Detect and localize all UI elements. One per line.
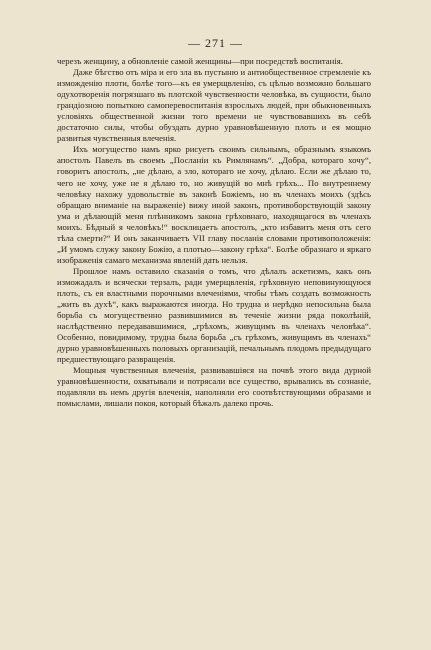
page-number: — 271 — <box>188 36 243 50</box>
paragraph-apostle-paul: Ихъ могущество намъ ярко рисуетъ своимъ сильнымъ, образнымъ языкомъ апостолъ Павелъ въ своемъ „Посланіи къ Римлянамъ“. „Добра, котораго хочу“, говоритъ апостолъ, „не дѣлаю, а зло, котораго не хочу, дѣлаю. Если же дѣлаю то, чего не хочу, уже не я дѣлаю то, но живущій во мнѣ грѣхъ... По внутреннему человѣку нахожу удовольствіе въ законѣ Божіемъ, но въ членахъ моихъ (здѣсь обращаю вниманіе на выраженіе) вижу иной законъ, противоборствующій закону ума и дѣлающій меня плѣнникомъ закона грѣховнаго, находящагося въ членахъ моихъ. Бѣдный я человѣкъ!“ восклицаетъ апостолъ, „кто избавитъ меня отъ сего тѣла смерти?“ И онъ заканчиваетъ VII главу посланія словами противоположенія: „И умомъ служу закону Божію, а плотью—закону грѣха“. Болѣе образнаго и яркаго изображенія самаго механизма явленій дать нельзя. <box>57 144 371 265</box>
paragraph-past-struggle: Прошлое намъ оставило сказанія о томъ, что дѣлалъ аскетизмъ, какъ онъ изможадалъ и всячески терзалъ, ради умерщвленія, грѣховную неповинующуюся плоть, съ ея властными порочными влеченіями, чтобы тѣмъ создать возможность „жить въ духѣ“, какъ выражаются иногда. Но трудна и нерѣдко непосильна была борьба съ могущественно развившимися въ теченіе жизни ряда поколѣній, наслѣдственно передававшимися, „грѣхомъ, живущимъ въ членахъ человѣка“. Особенно, повидимому, трудна была борьба „съ грѣхомъ, живущимъ въ членахъ“ дурно уравновѣшенныхъ половыхъ организацій, печальнымъ плодомъ предыдущаго предшествующаго развращенія. <box>57 265 371 365</box>
paragraph-asceticism: Даже бѣгство отъ міра и его зла въ пустыню и антиобщественное стремленіе къ изможденію плоти, болѣе того—къ ея умерщвленію, съ цѣлью возможно большаго одухотворенія погрязшаго въ плотской чувственности человѣка, въ сущности, было грандіозною попыткою самоперевоспитанія взрослыхъ людей, при обыкновенныхъ условіяхъ общественной жизни того времени не чувствовавшихъ въ себѣ достаточно силы, чтобы обуздать дурно уравновѣшенную плоть и ея мощно развитыя чувственныя влеченія. <box>57 67 371 144</box>
page-body-text <box>57 56 371 410</box>
paragraph-sensual-drives: Мощныя чувственныя влеченія, развивавшіяся на почвѣ этого вида дурной уравновѣшенности, охватывали и потрясали все существо, врывались въ сознаніе, подавляли въ немъ другія влеченія, наполняли его соотвѣтствующими образами и помыслами, лишали покоя, который бѣжалъ далеко прочь. <box>57 365 371 409</box>
paragraph-continuation: черезъ женщину, а обновленіе самой женщины—при посредствѣ воспитанія. <box>57 56 343 66</box>
